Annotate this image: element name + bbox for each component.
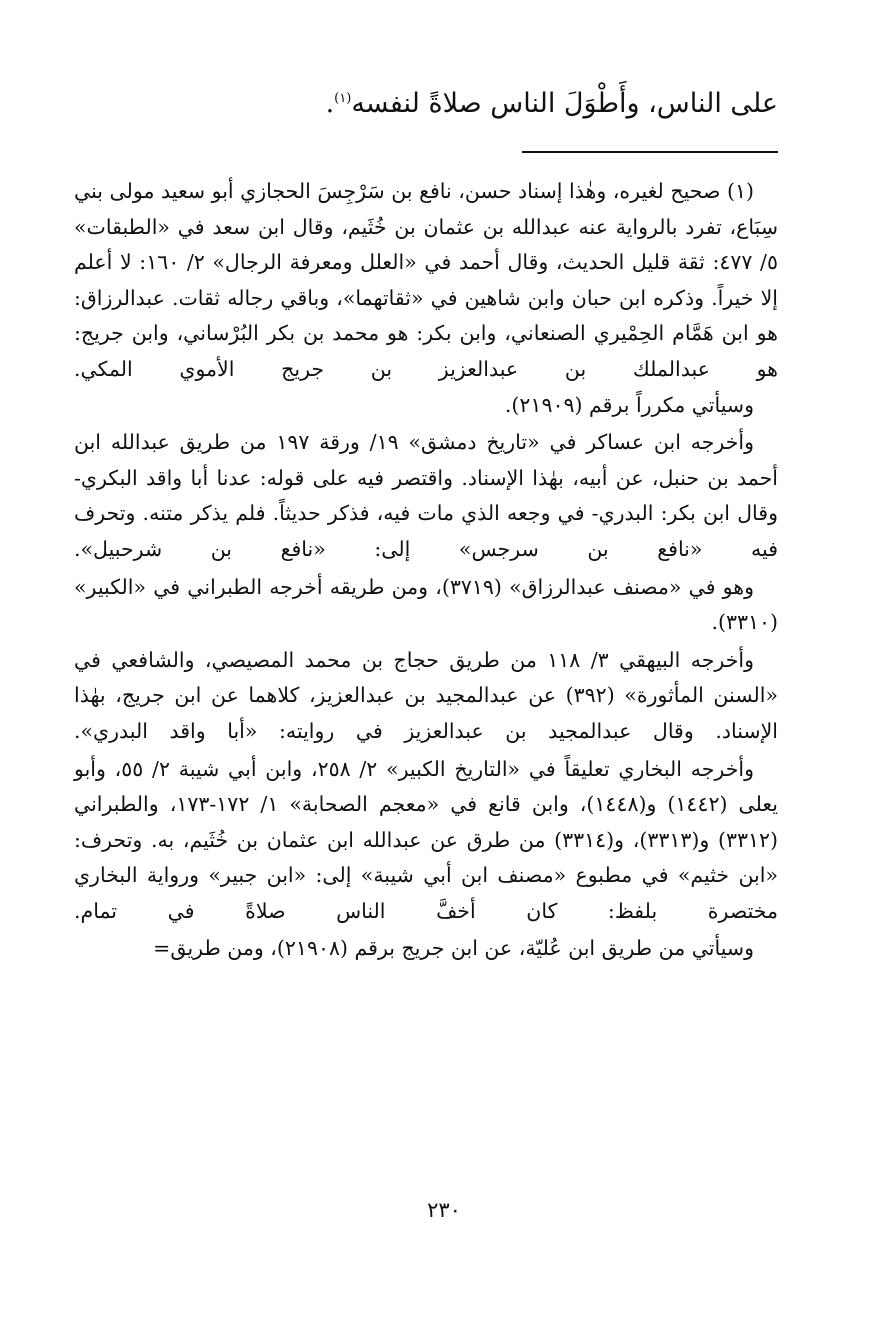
footnote-paragraph: وهو في «مصنف عبدالرزاق» (٣٧١٩)، ومن طريقه أخرجه الطبراني في «الكبير» (٣٣١٠).	[74, 574, 778, 635]
footnote-separator	[522, 151, 778, 153]
footnote-paragraph: وسيأتي مكرراً برقم (٢١٩٠٩).	[504, 392, 754, 417]
footnotes-section	[74, 174, 778, 967]
main-text-line	[60, 82, 778, 126]
main-text-end: .	[325, 88, 335, 119]
footnote-reference: (١)	[334, 91, 352, 106]
footnote-paragraph: وأخرجه البخاري تعليقاً في «التاريخ الكبير» ٢/ ٢٥٨، وابن أبي شيبة ٢/ ٥٥، وأبو يعلى (١٤٤٢) و(١٤٤٨)، وابن قانع في «معجم الصحابة» ١/ ١٧٢-١٧٣، والطبراني (٣٣١٢) و(٣٣١٣)، و(٣٣١٤) من طرق عن عبدالله ابن عثمان بن خُثَيم، به. وتحرف: «ابن خثيم» في مطبوع «مصنف ابن أبي شيبة» إلى: «ابن جبير» ورواية البخاري مختصرة بلفظ: كان أخفَّ الناس صلاةً في تمام.	[74, 756, 778, 923]
footnote-paragraph: (١) صحيح لغيره، وهٰذا إسناد حسن، نافع بن سَرْجِسَ الحجازي أبو سعيد مولى بني سِبَاع، تفرد بالرواية عنه عبدالله بن عثمان بن خُثَيم، وقال ابن سعد في «الطبقات» ٥/ ٤٧٧: ثقة قليل الحديث، وقال أحمد في «العلل ومعرفة الرجال» ٢/ ١٦٠: لا أعلم إلا خيراً. وذكره ابن حبان وابن شاهين في «ثقاتهما»، وباقي رجاله ثقات. عبدالرزاق: هو ابن هَمَّام الحِمْيري الصنعاني، وابن بكر: هو محمد بن بكر البُرْساني، وابن جريج: هو عبدالملك بن عبدالعزيز بن جريج الأموي المكي.	[74, 179, 778, 381]
page-number: ٢٣٠	[427, 1198, 461, 1222]
footnote-paragraph: وأخرجه ابن عساكر في «تاريخ دمشق» ١٩/ ورقة ١٩٧ من طريق عبدالله ابن أحمد بن حنبل، عن أبيه، بهٰذا الإسناد. واقتصر فيه على قوله: عدنا أبا واقد البكري- وقال ابن بكر: البدري- في وجعه الذي مات فيه، فذكر حديثاً. فلم يذكر متنه. وتحرف فيه «نافع بن سرجس» إلى: «نافع بن شرحبيل».	[74, 430, 778, 561]
main-text: على الناس، وأَطْوَلَ الناس صلاةً لنفسه	[351, 88, 778, 119]
footnote-paragraph: وسيأتي من طريق ابن عُليّة، عن ابن جريج برقم (٢١٩٠٨)، ومن طريق=	[153, 936, 754, 961]
footnote-paragraph: وأخرجه البيهقي ٣/ ١١٨ من طريق حجاج بن محمد المصيصي، والشافعي في «السنن المأثورة» (٣٩٢) عن عبدالمجيد بن عبدالعزيز، كلاهما عن ابن جريج، بهٰذا الإسناد. وقال عبدالمجيد بن عبدالعزيز في روايته: «أبا واقد البدري».	[74, 647, 778, 743]
